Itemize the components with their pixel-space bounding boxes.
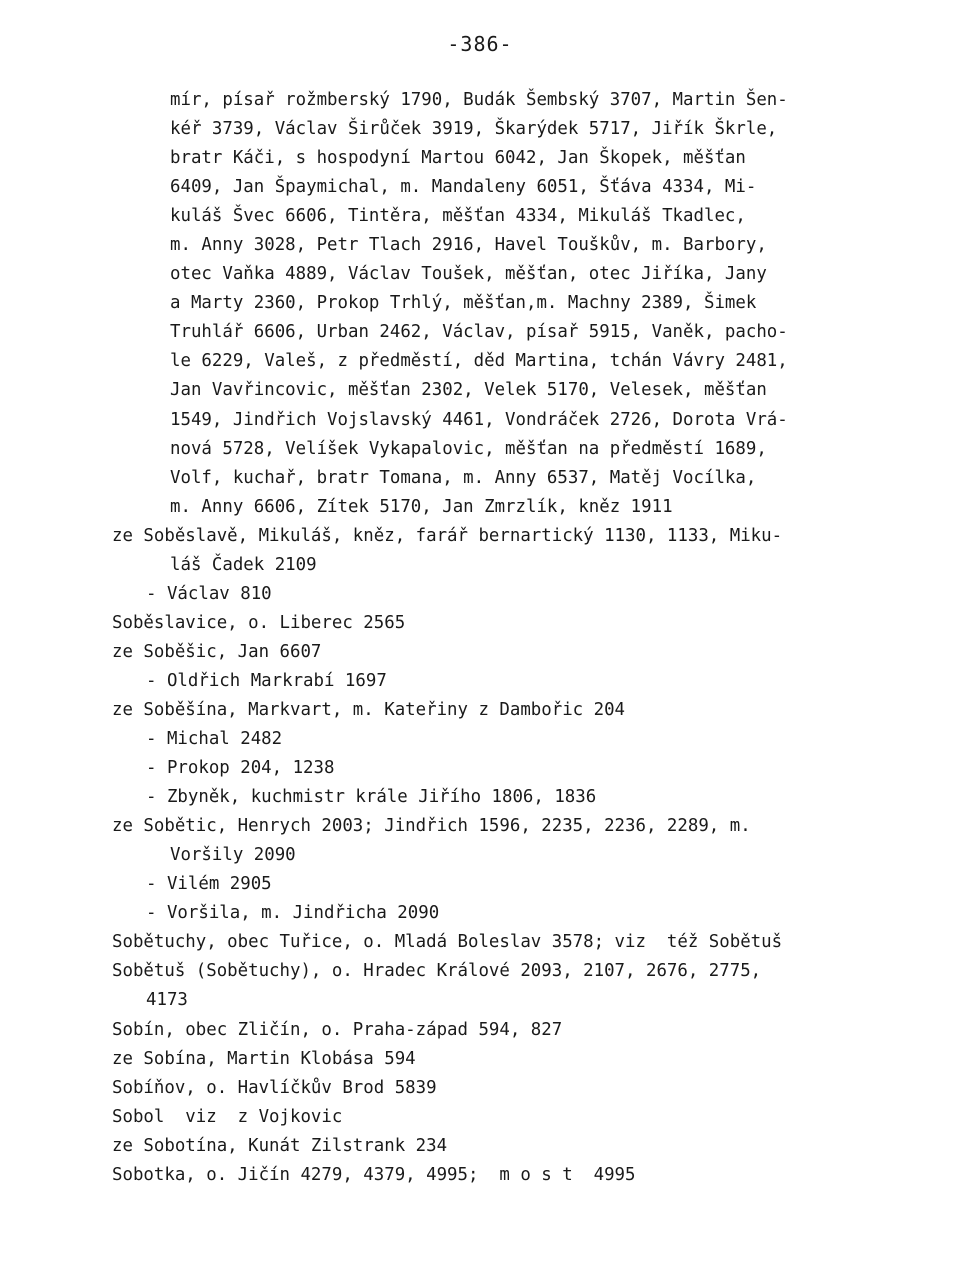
index-line: kéř 3739, Václav Širůček 3919, Škarýdek 5717, Jiřík Škrle,: [170, 119, 778, 140]
index-line: ze Soběslavě, Mikuláš, kněz, farář bernartický 1130, 1133, Miku-: [112, 525, 783, 546]
index-line: - Zbyněk, kuchmistr krále Jiřího 1806, 1836: [146, 787, 597, 808]
index-line: Voršily 2090: [170, 845, 296, 866]
index-line: mír, písař rožmberský 1790, Budák Šembský 3707, Martin Šen-: [170, 90, 788, 110]
index-line: le 6229, Valeš, z předměstí, děd Martina, tchán Vávry 2481,: [170, 351, 788, 372]
index-line: Sobětuš (Sobětuchy), o. Hradec Králové 2093, 2107, 2676, 2775,: [112, 961, 762, 982]
index-line: bratr Káči, s hospodyní Martou 6042, Jan Škopek, měšťan: [170, 148, 746, 169]
index-line: Volf, kuchař, bratr Tomana, m. Anny 6537, Matěj Vocílka,: [170, 467, 757, 488]
index-line: ze Soběšic, Jan 6607: [112, 641, 322, 662]
index-line: ze Sobětic, Henrych 2003; Jindřich 1596, 2235, 2236, 2289, m.: [112, 816, 751, 837]
index-line: Truhlář 6606, Urban 2462, Václav, písař 5915, Vaněk, pacho-: [170, 322, 788, 343]
index-line: 4173: [146, 990, 188, 1011]
index-line: - Michal 2482: [146, 729, 283, 750]
index-line: Sobotka, o. Jičín 4279, 4379, 4995; m o s t 4995: [112, 1164, 636, 1185]
index-line: Sobol viz z Vojkovic: [112, 1106, 343, 1127]
index-line: 1549, Jindřich Vojslavský 4461, Vondráček 2726, Dorota Vrá-: [170, 409, 788, 430]
index-line: - Prokop 204, 1238: [146, 758, 335, 779]
index-line: nová 5728, Velíšek Vykapalovic, měšťan na předměstí 1689,: [170, 438, 767, 459]
page-number: -386-: [447, 32, 513, 56]
index-line: 6409, Jan Špaymichal, m. Mandaleny 6051, Šťáva 4334, Mi-: [170, 177, 757, 198]
index-line: kuláš Švec 6606, Tintěra, měšťan 4334, Mikuláš Tkadlec,: [170, 206, 746, 227]
index-line: ze Sobotína, Kunát Zilstrank 234: [112, 1135, 448, 1156]
index-line: ze Sobína, Martin Klobása 594: [112, 1048, 416, 1069]
index-line: m. Anny 6606, Zítek 5170, Jan Zmrzlík, kněz 1911: [170, 496, 673, 517]
index-line: - Vilém 2905: [146, 874, 272, 895]
index-line: - Voršila, m. Jindřicha 2090: [146, 903, 440, 924]
index-line: Sobětuchy, obec Tuřice, o. Mladá Boleslav 3578; viz též Sobětuš: [112, 932, 783, 953]
index-line: a Marty 2360, Prokop Trhlý, měšťan,m. Machny 2389, Šimek: [170, 293, 757, 314]
index-line: láš Čadek 2109: [170, 554, 317, 575]
index-line: Soběslavice, o. Liberec 2565: [112, 612, 406, 633]
index-line: ze Soběšína, Markvart, m. Kateřiny z Dambořic 204: [112, 699, 626, 720]
index-line: - Oldřich Markrabí 1697: [146, 670, 387, 691]
index-entries: [112, 86, 872, 1190]
index-line: Sobín, obec Zličín, o. Praha-západ 594, 827: [112, 1019, 563, 1040]
index-line: - Václav 810: [146, 583, 272, 604]
index-line: m. Anny 3028, Petr Tlach 2916, Havel Touškův, m. Barbory,: [170, 235, 767, 256]
index-line: Jan Vavřincovic, měšťan 2302, Velek 5170, Velesek, měšťan: [170, 380, 767, 401]
index-line: otec Vaňka 4889, Václav Toušek, měšťan, otec Jiříka, Jany: [170, 264, 767, 285]
index-line: Sobíňov, o. Havlíčkův Brod 5839: [112, 1077, 437, 1098]
